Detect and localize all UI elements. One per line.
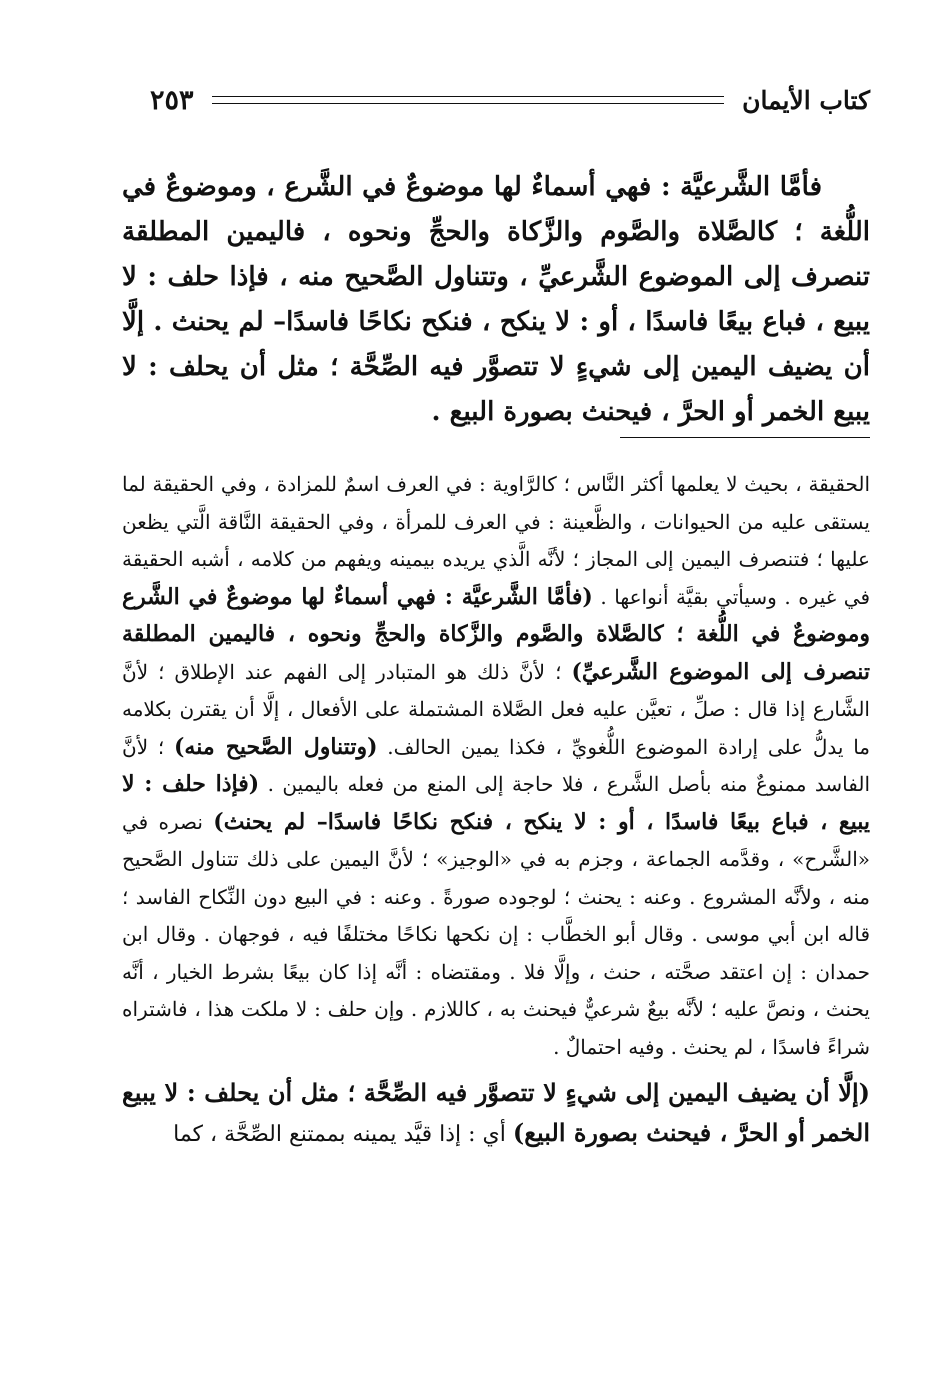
footnote-divider xyxy=(620,437,870,438)
commentary xyxy=(122,466,870,1154)
page-number: ٢٥٣ xyxy=(150,84,194,116)
main-text xyxy=(122,165,870,435)
quoted-matn: (إلَّا أن يضيف اليمين إلى شيءٍ لا تتصوَّر فيه الصِّحَّة ؛ مثل أن يحلف : لا يبيع الخمر أو الحرَّ ، فيحنث بصورة البيع) xyxy=(122,1078,870,1147)
commentary-text: ؛ لأنَّ الفاسد ممنوعٌ منه بأصل الشَّرع ، فلا حاجة إلى المنع من فعله باليمين . xyxy=(122,734,870,796)
commentary-text: أي : إذا قيَّد يمينه بممتنع الصِّحَّة ، كما xyxy=(173,1122,506,1147)
quoted-matn: (وتتناول الصَّحيح منه) xyxy=(174,733,378,760)
page-header xyxy=(150,80,870,120)
commentary-paragraph xyxy=(122,466,870,1066)
main-text-paragraph: فأمَّا الشَّرعيَّة : فهي أسماءٌ لها موضوعٌ في الشَّرع ، وموضوعٌ في اللُّغة ؛ كالصَّلاة والصَّوم والزَّكاة والحجِّ ونحوه ، فاليمين المطلقة تنصرف إلى الموضوع الشَّرعيِّ ، وتتناول الصَّحيح منه ، فإذا حلف : لا يبيع ، فباع بيعًا فاسدًا ، أو : لا ينكح ، فنكح نكاحًا فاسدًا– لم يحنث . إلَّا أن يضيف اليمين إلى شيءٍ لا تتصوَّر فيه الصِّحَّة ؛ مثل أن يحلف : لا يبيع الخمر أو الحرَّ ، فيحنث بصورة البيع . xyxy=(122,172,870,427)
book-title: كتاب الأيمان xyxy=(742,85,870,115)
commentary-text: ؛ لأنَّ ذلك هو المتبادر إلى الفهم عند الإطلاق ؛ لأنَّ الشَّارع إذا قال : صلِّ ، تعيَّن عليه فعل الصَّلاة المشتملة على الأفعال ، إلَّا أن يقترن بكلامه ما يدلُّ على إرادة الموضوع اللُّغويِّ ، فكذا يمين الحالف. xyxy=(122,659,871,759)
quoted-matn: (فإذا حلف : لا يبيع ، فباع بيعًا فاسدًا ، أو : لا ينكح ، فنكح نكاحًا فاسدًا– لم يحنث) xyxy=(122,771,871,835)
commentary-paragraph xyxy=(122,1074,870,1154)
commentary-text: الحقيقة ، بحيث لا يعلمها أكثر النَّاس ؛ كالرَّاوية : في العرف اسمٌ للمزادة ، وفي الحقيقة لما يستقى عليه من الحيوانات ، والظَّعينة : في العرف للمرأة ، وفي الحقيقة النَّاقة الَّتي يظعن عليها ؛ فتنصرف اليمين إلى المجاز ؛ لأنَّه الَّذي يريده بيمينه ويفهم من كلامه ، أشبه الحقيقة في غيره . وسيأتي بقيَّة أنواعها . xyxy=(122,472,871,609)
header-rule xyxy=(212,96,725,104)
quoted-matn: (فأمَّا الشَّرعيَّة : فهي أسماءٌ لها موضوعٌ في الشَّرع وموضوعٌ في اللُّغة ؛ كالصَّلاة والصَّوم والزَّكاة والحجِّ ونحوه ، فاليمين المطلقة تنصرف إلى الموضوع الشَّرعيِّ) xyxy=(122,583,870,685)
commentary-text: نصره في «الشَّرح» ، وقدَّمه الجماعة ، وجزم به في «الوجيز» ؛ لأنَّ اليمين على ذلك تتناول الصَّحيح منه ، ولأنَّه المشروع . وعنه : يحنث ؛ لوجوده صورةً . وعنه : في البيع دون النِّكاح الفاسد ؛ قاله ابن أبي موسى . وقال أبو الخطَّاب : إن نكحها نكاحًا مختلفًا فيه ، فوجهان . وقال ابن حمدان : إن اعتقد صحَّته ، حنث ، وإلَّا فلا . ومقتضاه : أنَّه إذا كان بيعًا بشرط الخيار ، أنَّه يحنث ، ونصَّ عليه ؛ لأنَّه بيعٌ شرعيٌّ فيحنث به ، كاللازم . وإن حلف : لا ملكت هذا ، فاشتراه شراءً فاسدًا ، لم يحنث . وفيه احتمالٌ . xyxy=(122,809,870,1059)
